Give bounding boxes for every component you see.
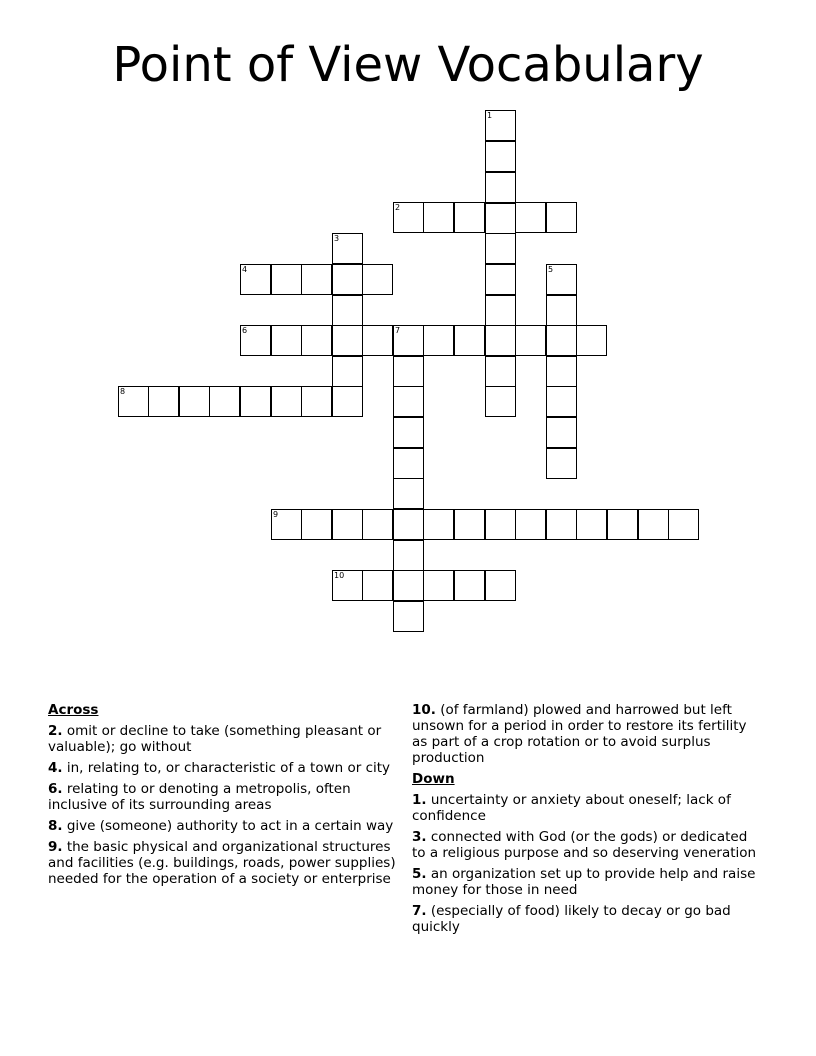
clue-number: 8. — [48, 818, 63, 834]
clue-number: 2. — [48, 723, 63, 739]
crossword-cell[interactable] — [362, 509, 393, 540]
page-title: Point of View Vocabulary — [112, 37, 704, 93]
down-clue — [412, 829, 764, 861]
crossword-cell[interactable] — [240, 386, 271, 417]
cell-number: 3 — [334, 234, 340, 243]
down-heading: Down — [412, 771, 455, 787]
crossword-cell[interactable] — [485, 203, 516, 234]
clue-text: relating to or denoting a metropolis, often inclusive of its surrounding areas — [48, 781, 351, 813]
across-clue — [48, 839, 396, 887]
crossword-cell[interactable] — [362, 570, 393, 601]
crossword-cell[interactable] — [423, 202, 454, 233]
crossword-cell[interactable] — [240, 325, 271, 356]
across-clue-list-continued — [412, 702, 764, 766]
crossword-cell[interactable] — [485, 172, 516, 203]
crossword-cell[interactable] — [209, 386, 240, 417]
across-clue — [48, 760, 396, 776]
crossword-cell[interactable] — [393, 478, 424, 509]
crossword-cell[interactable] — [485, 325, 516, 356]
crossword-cell[interactable] — [240, 264, 271, 295]
crossword-cell[interactable] — [485, 295, 516, 326]
clue-number: 6. — [48, 781, 63, 797]
across-heading: Across — [48, 702, 99, 718]
crossword-cell[interactable] — [638, 509, 669, 540]
crossword-cell[interactable] — [301, 386, 332, 417]
crossword-cell[interactable] — [546, 417, 577, 448]
crossword-cell[interactable] — [393, 417, 424, 448]
crossword-cell[interactable] — [393, 570, 424, 601]
across-clue — [48, 781, 396, 813]
cell-number: 10 — [334, 571, 345, 580]
crossword-cell[interactable] — [485, 570, 516, 601]
clues-right-column — [412, 702, 764, 940]
cell-number: 2 — [395, 203, 401, 212]
crossword-cell[interactable] — [393, 448, 424, 479]
cell-number: 1 — [487, 111, 493, 120]
crossword-cell[interactable] — [271, 264, 302, 295]
crossword-cell[interactable] — [271, 509, 302, 540]
clue-text: in, relating to, or characteristic of a town or city — [62, 760, 391, 776]
cell-number: 8 — [120, 387, 126, 396]
down-clue — [412, 866, 764, 898]
clue-number: 9. — [48, 839, 63, 855]
crossword-cell[interactable] — [332, 295, 363, 326]
crossword-cell[interactable] — [454, 570, 485, 601]
crossword-cell[interactable] — [301, 264, 332, 295]
clue-number: 7. — [412, 903, 427, 919]
cell-number: 6 — [242, 326, 248, 335]
clue-text: omit or decline to take (something pleasant or valuable); go without — [48, 723, 382, 755]
crossword-cell[interactable] — [576, 509, 607, 540]
across-clue — [48, 818, 396, 834]
crossword-cell[interactable] — [515, 202, 546, 233]
crossword-cell[interactable] — [546, 356, 577, 387]
down-clue-list — [412, 792, 764, 935]
crossword-cell[interactable] — [485, 386, 516, 417]
crossword-cell[interactable] — [332, 325, 363, 356]
crossword-cell[interactable] — [607, 509, 638, 540]
crossword-cell[interactable] — [485, 141, 516, 172]
clue-text: an organization set up to provide help and raise money for those in need — [412, 866, 756, 898]
crossword-cell[interactable] — [485, 233, 516, 264]
crossword-cell[interactable] — [485, 110, 516, 141]
crossword-cell[interactable] — [393, 601, 424, 632]
cell-number: 7 — [395, 326, 401, 335]
across-clue — [412, 702, 764, 766]
crossword-cell[interactable] — [546, 325, 577, 356]
clue-number: 10. — [412, 702, 436, 718]
crossword-cell[interactable] — [546, 295, 577, 326]
crossword-cell[interactable] — [332, 386, 363, 417]
crossword-cell[interactable] — [515, 509, 546, 540]
crossword-cell[interactable] — [301, 509, 332, 540]
crossword-cell[interactable] — [179, 386, 210, 417]
crossword-cell[interactable] — [546, 509, 577, 540]
crossword-cell[interactable] — [454, 509, 485, 540]
crossword-cell[interactable] — [332, 509, 363, 540]
crossword-cell[interactable] — [118, 386, 149, 417]
clue-number: 1. — [412, 792, 427, 808]
crossword-cell[interactable] — [148, 386, 179, 417]
clue-text: uncertainty or anxiety about oneself; lack of confidence — [412, 792, 731, 824]
crossword-cell[interactable] — [454, 325, 485, 356]
crossword-cell[interactable] — [332, 570, 363, 601]
crossword-cell[interactable] — [393, 356, 424, 387]
clue-number: 4. — [48, 760, 63, 776]
crossword-cell[interactable] — [546, 386, 577, 417]
across-clue — [48, 723, 396, 755]
crossword-cell[interactable] — [393, 509, 424, 540]
crossword-cell[interactable] — [393, 325, 424, 356]
crossword-cell[interactable] — [393, 540, 424, 571]
crossword-cell[interactable] — [576, 325, 607, 356]
clue-number: 5. — [412, 866, 427, 882]
clues-left-column — [48, 702, 396, 892]
crossword-cell[interactable] — [668, 509, 699, 540]
crossword-cell[interactable] — [515, 325, 546, 356]
crossword-cell[interactable] — [454, 202, 485, 233]
crossword-cell[interactable] — [546, 448, 577, 479]
clue-text: give (someone) authority to act in a certain way — [62, 818, 394, 834]
crossword-cell[interactable] — [423, 325, 454, 356]
crossword-cell[interactable] — [271, 386, 302, 417]
cell-number: 9 — [273, 510, 279, 519]
crossword-cell[interactable] — [546, 264, 577, 295]
clue-text: the basic physical and organizational structures and facilities (e.g. buildings, roads, power supplies) needed for the operation of a society or enterprise — [48, 839, 396, 887]
crossword-cell[interactable] — [332, 264, 363, 295]
crossword-cell[interactable] — [362, 325, 393, 356]
crossword-cell[interactable] — [393, 386, 424, 417]
crossword-cell[interactable] — [485, 509, 516, 540]
crossword-cell[interactable] — [423, 509, 454, 540]
clue-number: 3. — [412, 829, 427, 845]
cell-number: 5 — [548, 265, 554, 274]
crossword-cell[interactable] — [546, 202, 577, 233]
crossword-cell[interactable] — [271, 325, 302, 356]
crossword-cell[interactable] — [332, 233, 363, 264]
crossword-cell[interactable] — [393, 202, 424, 233]
crossword-cell[interactable] — [301, 325, 332, 356]
clue-text: connected with God (or the gods) or dedicated to a religious purpose and so deserving veneration — [412, 829, 757, 861]
crossword-cell[interactable] — [423, 570, 454, 601]
down-clue — [412, 792, 764, 824]
crossword-cell[interactable] — [485, 264, 516, 295]
crossword-cell[interactable] — [485, 356, 516, 387]
crossword-cell[interactable] — [362, 264, 393, 295]
cell-number: 4 — [242, 265, 248, 274]
clue-text: (especially of food) likely to decay or go bad quickly — [412, 903, 731, 935]
across-clue-list — [48, 723, 396, 887]
clue-text: (of farmland) plowed and harrowed but left unsown for a period in order to restore its fertility as part of a crop rotation or to avoid surplus production — [412, 702, 747, 766]
crossword-cell[interactable] — [332, 356, 363, 387]
down-clue — [412, 903, 764, 935]
